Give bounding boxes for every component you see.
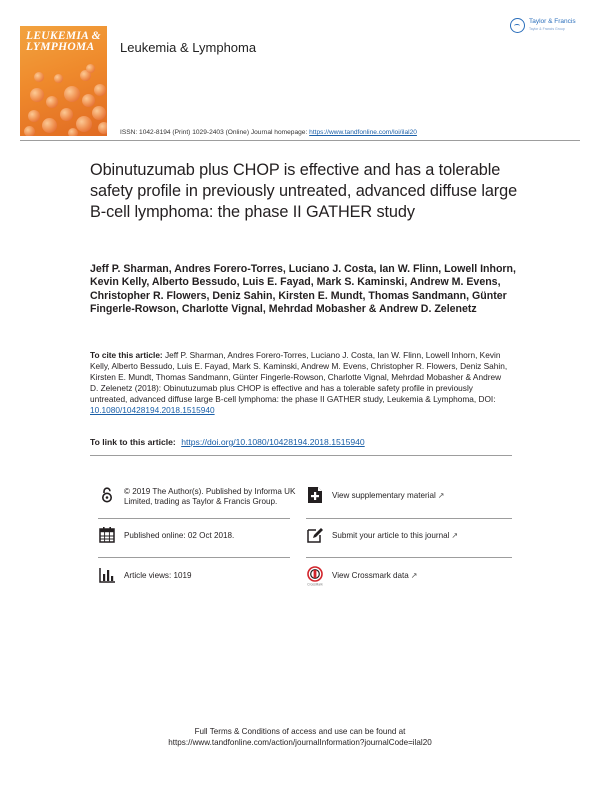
citation-block (90, 350, 510, 416)
info-divider (98, 518, 290, 519)
issn-line (120, 129, 417, 136)
cover-cell-shape (42, 118, 57, 133)
cover-cell-shape (68, 128, 78, 136)
citation-text: Jeff P. Sharman, Andres Forero-Torres, Luciano J. Costa, Ian W. Flinn, Lowell Inhorn, Kevin Kelly, Alberto Bessudo, Luis E. Fayad, Mark S. Kaminski, Andrew M. Evens, Christopher R. Flowers, Deniz Sahin, Kirsten E. Mundt, Thomas Sandmann, Günter Fingerle-Rowson, Charlotte Vignal, Mehrdad Mobasher & Andrew D. Zelenetz (2018): Obinutuzumab plus CHOP is effective and has a tolerable safety profile in previously untreated, advanced diffuse large B-cell lymphoma: the phase II GATHER study, Leukemia & Lymphoma, DOI: (90, 350, 508, 404)
author-list: Jeff P. Sharman, Andres Forero-Torres, Luciano J. Costa, Ian W. Flinn, Lowell Inhorn, Kevin Kelly, Alberto Bessudo, Luis E. Fayad, Mark S. Kaminski, Andrew M. Evens, Christopher R. Flowers, Deniz Sahin, Kirsten E. Mundt, Thomas Sandmann, Günter Fingerle-Rowson, Charlotte Vignal, Mehrdad Mobasher & Andrew D. Zelenetz (90, 263, 516, 316)
bar-chart-icon (98, 566, 116, 584)
publisher-tagline: Taylor & Francis Group (529, 27, 565, 31)
cover-cell-shape (94, 84, 106, 96)
cover-cell-shape (98, 122, 107, 134)
cover-cell-shape (92, 106, 106, 120)
crossmark-icon-label: CrossMark (307, 582, 323, 586)
publisher-logo[interactable] (508, 16, 588, 38)
header-divider (20, 140, 580, 141)
link-label: To link to this article: (90, 437, 176, 447)
terms-text: Full Terms & Conditions of access and use can be found at (194, 727, 406, 736)
cover-cell-shape (28, 110, 40, 122)
cover-cell-shape (86, 64, 95, 73)
cover-title: LEUKEMIA & LYMPHOMA (26, 30, 101, 53)
external-link-icon: ↗ (451, 531, 459, 540)
cover-cell-shape (24, 126, 35, 136)
journal-cover-image (20, 26, 107, 136)
cover-cell-shape (46, 96, 58, 108)
publisher-logo-icon (510, 18, 525, 33)
publisher-name: Taylor & Francis (529, 18, 576, 25)
plus-document-icon (306, 486, 324, 504)
pencil-edit-icon (306, 526, 324, 544)
calendar-icon (98, 526, 116, 544)
link-to-article (90, 437, 365, 447)
supplementary-label: View supplementary material (332, 491, 436, 500)
info-divider (98, 557, 290, 558)
cover-cell-shape (82, 94, 95, 107)
article-views-count: Article views: 1019 (124, 571, 192, 580)
journal-homepage-link[interactable]: https://www.tandfonline.com/loi/ilal20 (309, 129, 417, 136)
journal-name[interactable]: Leukemia & Lymphoma (120, 40, 257, 55)
crossmark-label: View Crossmark data (332, 571, 409, 580)
cover-cell-shape (76, 116, 92, 132)
info-divider (306, 518, 512, 519)
cover-cell-shape (54, 74, 63, 83)
issn-text: ISSN: 1042-8194 (Print) 1029-2403 (Online) Journal homepage: (120, 129, 308, 136)
terms-url[interactable]: https://www.tandfonline.com/action/journalInformation?journalCode=ilal20 (168, 738, 432, 747)
terms-footer (0, 726, 600, 748)
copyright-text: © 2019 The Author(s). Published by Informa UK Limited, trading as Taylor & Francis Group. (124, 487, 296, 506)
open-access-icon (98, 486, 116, 504)
external-link-icon: ↗ (410, 571, 418, 580)
submit-label: Submit your article to this journal (332, 531, 450, 540)
info-divider (306, 557, 512, 558)
article-title: Obinutuzumab plus CHOP is effective and has a tolerable safety profile in previously untreated, advanced diffuse large B-cell lymphoma: the phase II GATHER study (90, 161, 518, 221)
crossmark-icon (306, 566, 324, 586)
cover-cell-shape (64, 86, 80, 102)
external-link-icon: ↗ (437, 491, 445, 500)
citation-label: To cite this article: (90, 350, 163, 360)
cover-cell-shape (34, 72, 44, 82)
article-doi-url[interactable]: https://doi.org/10.1080/10428194.2018.1515940 (181, 437, 365, 447)
citation-divider (90, 455, 512, 456)
doi-link[interactable]: 10.1080/10428194.2018.1515940 (90, 405, 215, 415)
published-date: Published online: 02 Oct 2018. (124, 531, 235, 540)
cover-cell-shape (60, 108, 73, 121)
cover-cell-shape (30, 88, 44, 102)
